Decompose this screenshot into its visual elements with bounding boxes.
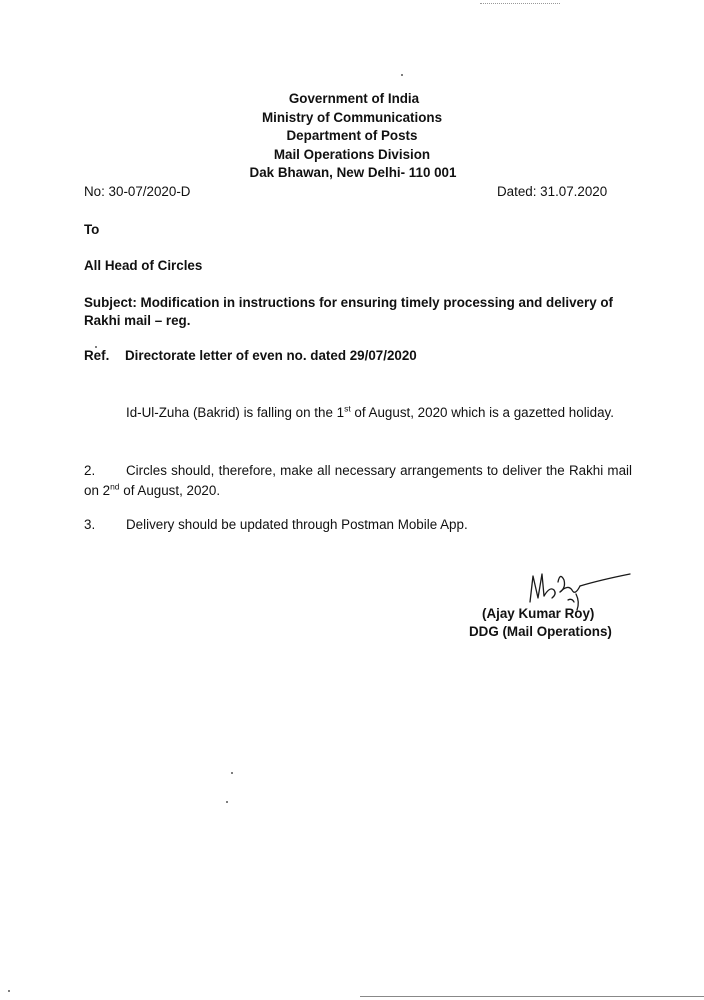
letterhead-line-ministry: Ministry of Communications xyxy=(261,109,443,125)
paragraph-2-ordinal: nd xyxy=(110,481,120,492)
reference-line xyxy=(84,348,417,363)
paragraph-3 xyxy=(84,515,632,535)
scan-speck xyxy=(401,74,403,76)
addressee: All Head of Circles xyxy=(84,258,203,273)
to-label: To xyxy=(84,222,100,237)
paragraph-1 xyxy=(84,403,632,423)
paragraph-1-text-end: of August, 2020 which is a gazetted holiday. xyxy=(350,405,614,420)
letterhead-line-government: Government of India xyxy=(288,91,420,106)
paragraph-2 xyxy=(84,461,632,500)
reference-label: Ref. xyxy=(84,348,110,363)
scan-speck xyxy=(226,801,228,803)
paragraph-2-text-end: of August, 2020. xyxy=(119,482,221,498)
signatory-name: (Ajay Kumar Roy) xyxy=(482,606,595,621)
scan-speck xyxy=(95,346,97,348)
paragraph-1-ordinal: st xyxy=(344,403,351,414)
letter-number: No: 30-07/2020-D xyxy=(84,184,191,199)
scan-artifact xyxy=(480,3,560,5)
letterhead-line-department: Department of Posts xyxy=(286,128,418,143)
paragraph-2-number: 2. xyxy=(84,463,96,478)
letterhead-line-division: Mail Operations Division xyxy=(273,146,431,162)
paragraph-3-number: 3. xyxy=(84,517,96,532)
letter-date: Dated: 31.07.2020 xyxy=(497,184,608,199)
reference-text: Directorate letter of even no. dated 29/07/2020 xyxy=(125,348,417,363)
scan-speck xyxy=(231,772,233,774)
paragraph-2-text: Circles should, therefore, make all necessary arrangements to deliver the Rakhi mail on 2 xyxy=(84,463,632,498)
letterhead xyxy=(0,90,704,183)
signatory-designation: DDG (Mail Operations) xyxy=(469,624,612,639)
subject-line: Subject: Modification in instructions for ensuring timely processing and delivery of Rakhi mail – reg. xyxy=(84,295,614,328)
scan-speck xyxy=(8,990,10,992)
paragraph-1-text: Id-Ul-Zuha (Bakrid) is falling on the 1 xyxy=(126,405,345,420)
paragraph-3-text: Delivery should be updated through Postman Mobile App. xyxy=(126,517,468,532)
scan-edge-line xyxy=(360,996,704,997)
letterhead-line-address: Dak Bhawan, New Delhi- 110 001 xyxy=(249,165,457,180)
